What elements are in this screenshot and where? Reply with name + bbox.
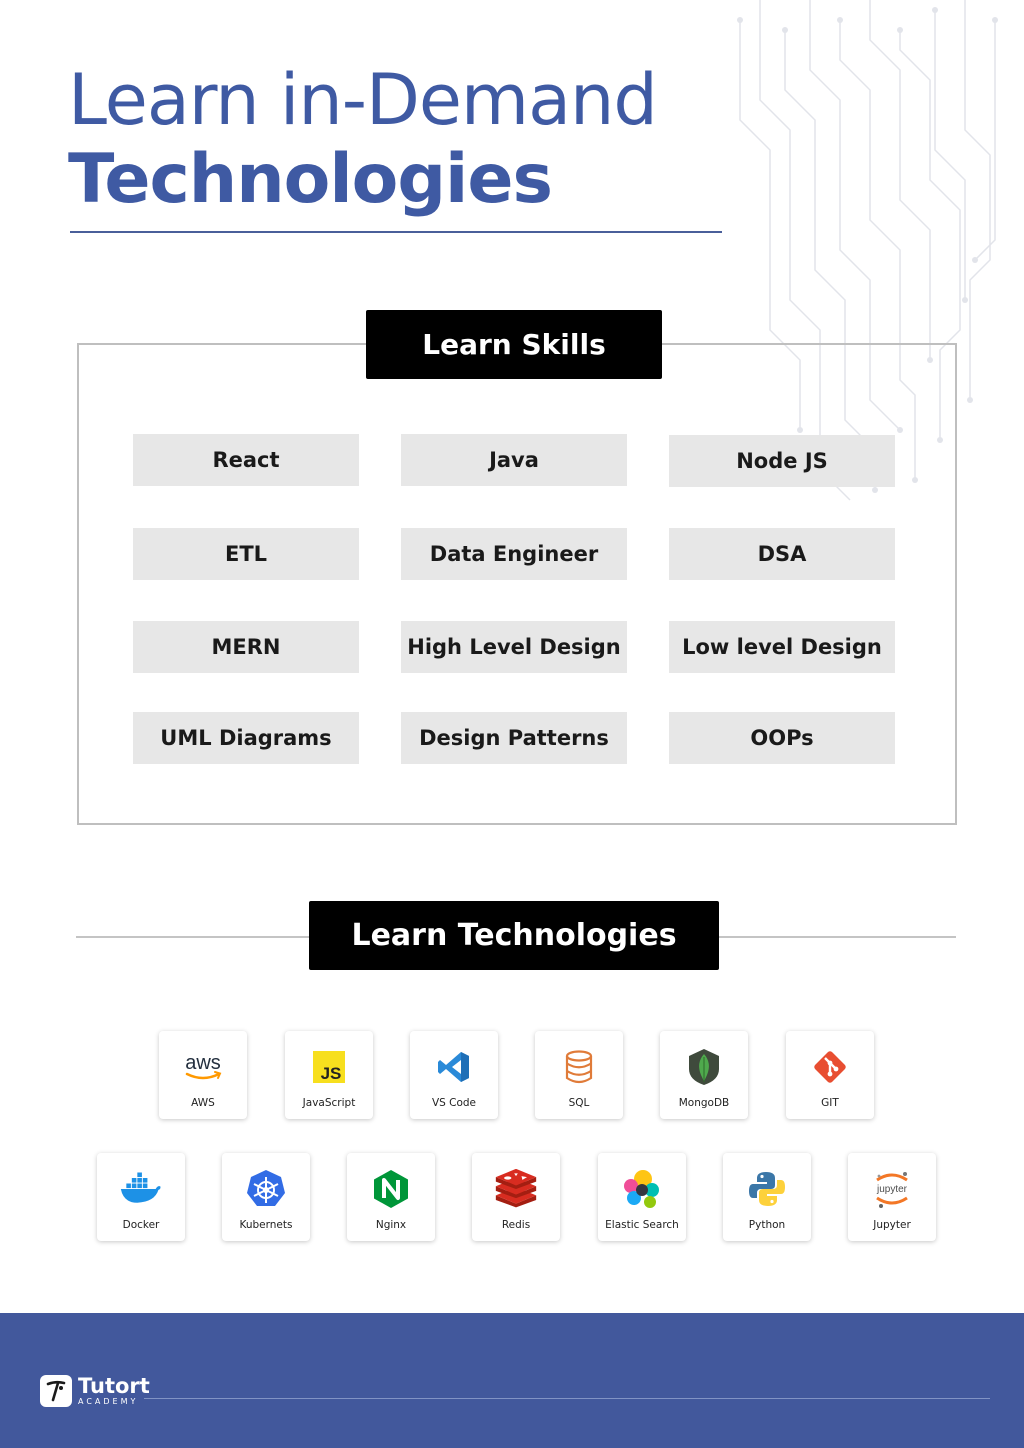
tech-card-javascript	[285, 1031, 373, 1119]
tech-card-sql	[535, 1031, 623, 1119]
tech-name: GIT	[821, 1097, 839, 1109]
aws-icon	[181, 1045, 225, 1089]
skill-item: Node JS	[669, 435, 895, 487]
headline-line-1: Learn in-Demand	[68, 59, 657, 141]
database-icon	[557, 1045, 601, 1089]
tech-card-aws	[159, 1031, 247, 1119]
tech-name: MongoDB	[678, 1097, 730, 1109]
nginx-icon	[369, 1167, 413, 1211]
git-icon	[808, 1045, 852, 1089]
tech-card-redis	[472, 1153, 560, 1241]
redis-icon	[494, 1167, 538, 1211]
javascript-icon	[307, 1045, 351, 1089]
tech-rule-left	[76, 936, 309, 938]
mongodb-leaf-icon	[682, 1045, 726, 1089]
skill-item: Java	[401, 434, 627, 486]
tech-card-nginx	[347, 1153, 435, 1241]
skill-item: Design Patterns	[401, 712, 627, 764]
skill-item: DSA	[669, 528, 895, 580]
skill-item: Data Engineer	[401, 528, 627, 580]
jupyter-icon	[870, 1167, 914, 1211]
tech-card-mongodb	[660, 1031, 748, 1119]
kubernetes-helm-icon	[244, 1167, 288, 1211]
tech-section-label: Learn Technologies	[309, 901, 719, 970]
headline-line-2: Technologies	[68, 140, 552, 219]
tech-card-kubernetes	[222, 1153, 310, 1241]
tech-card-docker	[97, 1153, 185, 1241]
javascript-icon-text: JS	[320, 1064, 342, 1083]
skills-section-label: Learn Skills	[366, 310, 662, 379]
tech-name: Python	[748, 1219, 786, 1231]
tech-name: VS Code	[431, 1097, 477, 1109]
tech-rule-right	[719, 936, 956, 938]
skill-item: UML Diagrams	[133, 712, 359, 764]
tech-name: Nginx	[375, 1219, 407, 1231]
brand-name: Tutort	[78, 1374, 150, 1398]
page-headline	[68, 60, 657, 220]
footer-band	[0, 1313, 1024, 1448]
tech-card-vscode	[410, 1031, 498, 1119]
tech-name: AWS	[191, 1097, 215, 1109]
brand-subtitle: ACADEMY	[78, 1397, 139, 1406]
tech-name: Redis	[501, 1219, 531, 1231]
footer-divider	[144, 1398, 990, 1399]
tutort-logo-icon	[40, 1375, 72, 1407]
skill-item: OOPs	[669, 712, 895, 764]
tech-name: Docker	[122, 1219, 160, 1231]
jupyter-icon-text: jupyter	[876, 1184, 908, 1195]
skill-item: MERN	[133, 621, 359, 673]
tech-name: Kubernets	[239, 1219, 293, 1231]
tech-name: JavaScript	[302, 1097, 356, 1109]
docker-whale-icon	[119, 1167, 163, 1211]
tech-card-elastic	[598, 1153, 686, 1241]
vscode-icon	[432, 1045, 476, 1089]
tech-name: Jupyter	[873, 1219, 911, 1231]
skill-item: High Level Design	[401, 621, 627, 673]
tech-card-jupyter	[848, 1153, 936, 1241]
brand-logo	[40, 1375, 150, 1407]
tech-name: Elastic Search	[605, 1219, 679, 1231]
tech-name: SQL	[568, 1097, 590, 1109]
skill-item: ETL	[133, 528, 359, 580]
skill-item: Low level Design	[669, 621, 895, 673]
aws-icon-text: aws	[185, 1052, 221, 1074]
tech-card-git	[786, 1031, 874, 1119]
skill-item: React	[133, 434, 359, 486]
tech-card-python	[723, 1153, 811, 1241]
elastic-icon	[620, 1167, 664, 1211]
python-icon	[745, 1167, 789, 1211]
headline-underline	[70, 231, 722, 233]
